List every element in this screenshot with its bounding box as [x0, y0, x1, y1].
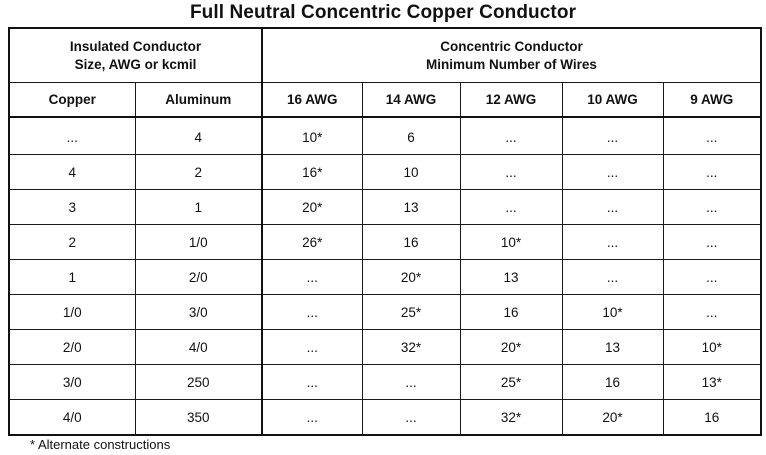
- cell-16-awg: ...: [262, 260, 362, 295]
- cell-copper: 4/0: [9, 400, 135, 436]
- cell-16-awg: ...: [262, 330, 362, 365]
- header-concentric-conductor: [262, 28, 761, 83]
- cell-10-awg: 10*: [562, 295, 663, 330]
- cell-12-awg: 20*: [460, 330, 562, 365]
- cell-14-awg: 16: [362, 225, 460, 260]
- cell-16-awg: ...: [262, 365, 362, 400]
- cell-12-awg: 25*: [460, 365, 562, 400]
- cell-aluminum: 4/0: [135, 330, 262, 365]
- cell-copper: 2/0: [9, 330, 135, 365]
- cell-10-awg: ...: [562, 260, 663, 295]
- cell-12-awg: 13: [460, 260, 562, 295]
- cell-9-awg: ...: [663, 260, 761, 295]
- conductor-table: [8, 27, 762, 436]
- cell-copper: 3: [9, 190, 135, 225]
- column-header-16-awg: 16 AWG: [262, 83, 362, 118]
- table-row: [9, 155, 761, 190]
- cell-10-awg: 20*: [562, 400, 663, 436]
- cell-9-awg: ...: [663, 155, 761, 190]
- cell-16-awg: 10*: [262, 117, 362, 155]
- table-row: [9, 190, 761, 225]
- cell-9-awg: 16: [663, 400, 761, 436]
- cell-12-awg: ...: [460, 190, 562, 225]
- cell-10-awg: ...: [562, 225, 663, 260]
- cell-10-awg: 13: [562, 330, 663, 365]
- cell-14-awg: 13: [362, 190, 460, 225]
- cell-14-awg: 25*: [362, 295, 460, 330]
- table-title: Full Neutral Concentric Copper Conductor: [189, 2, 577, 23]
- cell-aluminum: 250: [135, 365, 262, 400]
- column-header-9-awg: 9 AWG: [663, 83, 761, 118]
- table-row: [9, 330, 761, 365]
- column-header-copper: Copper: [9, 83, 135, 118]
- cell-12-awg: 32*: [460, 400, 562, 436]
- cell-12-awg: ...: [460, 155, 562, 190]
- table-row: [9, 260, 761, 295]
- cell-9-awg: ...: [663, 117, 761, 155]
- cell-10-awg: ...: [562, 190, 663, 225]
- table-row: [9, 225, 761, 260]
- cell-14-awg: 32*: [362, 330, 460, 365]
- cell-16-awg: ...: [262, 295, 362, 330]
- cell-copper: 1: [9, 260, 135, 295]
- cell-16-awg: ...: [262, 400, 362, 436]
- cell-aluminum: 3/0: [135, 295, 262, 330]
- cell-9-awg: ...: [663, 190, 761, 225]
- cell-9-awg: 13*: [663, 365, 761, 400]
- cell-9-awg: 10*: [663, 330, 761, 365]
- cell-12-awg: 10*: [460, 225, 562, 260]
- cell-10-awg: ...: [562, 155, 663, 190]
- cell-copper: 1/0: [9, 295, 135, 330]
- cell-aluminum: 1: [135, 190, 262, 225]
- cell-14-awg: 6: [362, 117, 460, 155]
- cell-aluminum: 2: [135, 155, 262, 190]
- column-header-10-awg: 10 AWG: [562, 83, 663, 118]
- cell-9-awg: ...: [663, 295, 761, 330]
- table-row: [9, 117, 761, 155]
- cell-copper: 2: [9, 225, 135, 260]
- cell-copper: 4: [9, 155, 135, 190]
- header-concentric-line2: Minimum Number of Wires: [426, 56, 597, 72]
- cell-12-awg: 16: [460, 295, 562, 330]
- header-insulated-conductor: [9, 28, 262, 83]
- cell-10-awg: ...: [562, 117, 663, 155]
- cell-16-awg: 16*: [262, 155, 362, 190]
- header-concentric-line1: Concentric Conductor: [440, 38, 583, 54]
- table-row: [9, 400, 761, 436]
- footnote: * Alternate constructions: [30, 437, 171, 452]
- cell-14-awg: ...: [362, 365, 460, 400]
- cell-aluminum: 4: [135, 117, 262, 155]
- header-insulated-line2: Size, AWG or kcmil: [74, 56, 197, 72]
- column-header-14-awg: 14 AWG: [362, 83, 460, 118]
- cell-9-awg: ...: [663, 225, 761, 260]
- cell-aluminum: 1/0: [135, 225, 262, 260]
- column-header-12-awg: 12 AWG: [460, 83, 562, 118]
- cell-10-awg: 16: [562, 365, 663, 400]
- table-row: [9, 365, 761, 400]
- cell-copper: 3/0: [9, 365, 135, 400]
- cell-16-awg: 26*: [262, 225, 362, 260]
- cell-aluminum: 350: [135, 400, 262, 436]
- cell-14-awg: 20*: [362, 260, 460, 295]
- cell-aluminum: 2/0: [135, 260, 262, 295]
- cell-copper: ...: [9, 117, 135, 155]
- column-header-aluminum: Aluminum: [135, 83, 262, 118]
- header-insulated-line1: Insulated Conductor: [69, 38, 202, 54]
- cell-16-awg: 20*: [262, 190, 362, 225]
- cell-12-awg: ...: [460, 117, 562, 155]
- cell-14-awg: 10: [362, 155, 460, 190]
- cell-14-awg: ...: [362, 400, 460, 436]
- table-row: [9, 295, 761, 330]
